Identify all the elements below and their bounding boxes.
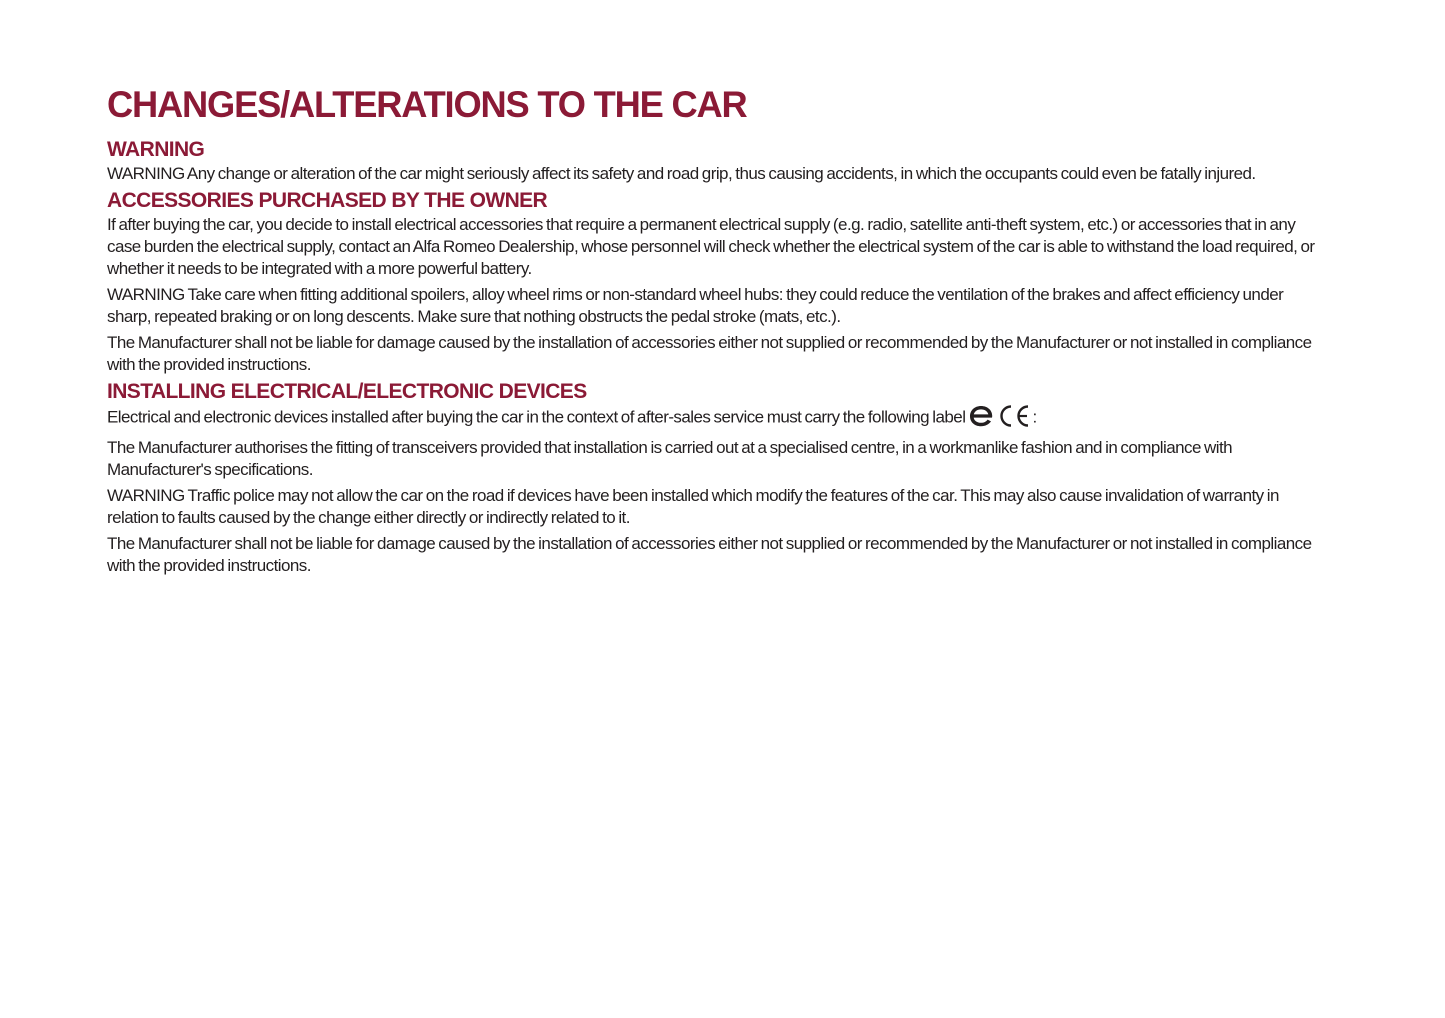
- section-heading: ACCESSORIES PURCHASED BY THE OWNER: [107, 189, 548, 212]
- section-warning: [107, 138, 1317, 185]
- label-requirement-paragraph: [107, 405, 1317, 431]
- liability-paragraph: The Manufacturer shall not be liable for damage caused by the installation of accessories either not supplied or recommended by the Manufacturer or not installed in compliance with the provided instructions.: [107, 333, 1312, 374]
- label-suffix: :: [1032, 407, 1037, 427]
- e-mark-icon: [968, 403, 994, 429]
- page-title: CHANGES/ALTERATIONS TO THE CAR: [107, 84, 747, 125]
- section-installing-devices: [107, 380, 1317, 577]
- liability-paragraph: The Manufacturer shall not be liable for damage caused by the installation of accessories either not supplied or recommended by the Manufacturer or not installed in compliance with the provided instructions.: [107, 534, 1312, 575]
- document-page: [107, 84, 1317, 581]
- transceivers-paragraph: The Manufacturer authorises the fitting of transceivers provided that installation is carried out at a specialised centre, in a workmanlike fashion and in compliance with Manufacturer's specifications.: [107, 438, 1233, 479]
- warning-paragraph: WARNING Any change or alteration of the car might seriously affect its safety and road grip, thus causing accidents, in which the occupants could even be fatally injured.: [107, 164, 1256, 183]
- label-requirement-text: Electrical and electronic devices installed after buying the car in the context of after-sales service must carry the following label: [107, 407, 966, 427]
- certification-marks: [968, 403, 1032, 429]
- section-heading: WARNING: [107, 138, 205, 161]
- warning-paragraph: WARNING Traffic police may not allow the car on the road if devices have been installed which modify the features of the car. This may also cause invalidation of warranty in relation to faults caused by the change either directly or indirectly related to it.: [107, 486, 1279, 527]
- accessories-paragraph: If after buying the car, you decide to install electrical accessories that require a permanent electrical supply (e.g. radio, satellite anti-theft system, etc.) or accessories that in any case burden the electrical supply, contact an Alfa Romeo Dealership, whose personnel will check whether the electrical system of the car is able to withstand the load required, or whether it needs to be integrated with a more powerful battery.: [107, 215, 1315, 278]
- section-heading: INSTALLING ELECTRICAL/ELECTRONIC DEVICES: [107, 380, 587, 403]
- section-accessories-purchased: [107, 189, 1317, 376]
- ce-mark-icon: [998, 403, 1032, 429]
- warning-paragraph: WARNING Take care when fitting additional spoilers, alloy wheel rims or non-standard wheel hubs: they could reduce the ventilation of the brakes and affect efficiency under sharp, repeated braking or on long descents. Make sure that nothing obstructs the pedal stroke (mats, etc.).: [107, 285, 1284, 326]
